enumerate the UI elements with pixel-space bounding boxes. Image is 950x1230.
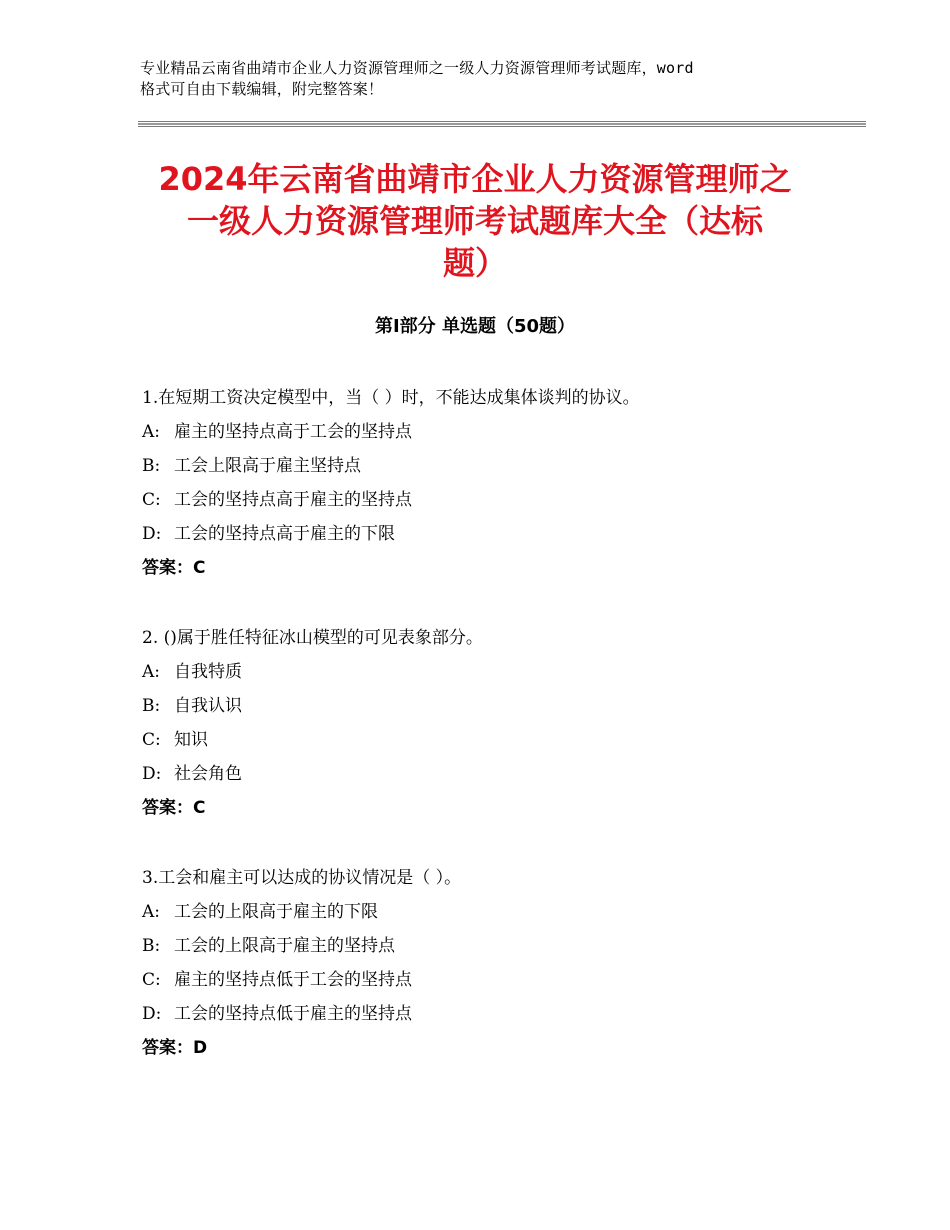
- header-note-line-1: 专业精品云南省曲靖市企业人力资源管理师之一级人力资源管理师考试题库，word: [140, 59, 694, 77]
- option-letter: C:: [142, 730, 161, 750]
- option-letter: C:: [142, 970, 161, 990]
- option-letter: B:: [142, 456, 161, 476]
- option-a: [142, 895, 842, 929]
- question-stem: 2. ()属于胜任特征冰山模型的可见表象部分。: [142, 628, 483, 648]
- option-a: [142, 655, 842, 689]
- header-divider: [138, 121, 866, 127]
- question-stem: 3.工会和雇主可以达成的协议情况是（ ）。: [142, 868, 462, 888]
- option-c: [142, 483, 842, 517]
- header-note-line-2: 格式可自由下载编辑，附完整答案！: [140, 80, 384, 98]
- option-text: 工会的坚持点高于雇主的下限: [174, 524, 395, 544]
- title-line-2: 一级人力资源管理师考试题库大全（达标: [186, 202, 763, 240]
- answer-label: 答案：C: [142, 558, 206, 578]
- question-3: [142, 861, 842, 1065]
- option-d: [142, 997, 842, 1031]
- option-text: 雇主的坚持点低于工会的坚持点: [174, 970, 412, 990]
- title-line-1: 2024年云南省曲靖市企业人力资源管理师之: [158, 160, 792, 198]
- option-text: 社会角色: [174, 764, 242, 784]
- option-letter: C:: [142, 490, 161, 510]
- option-text: 工会的上限高于雇主的下限: [174, 902, 378, 922]
- option-text: 工会的上限高于雇主的坚持点: [174, 936, 395, 956]
- option-text: 自我特质: [174, 662, 242, 682]
- option-d: [142, 757, 842, 791]
- option-b: [142, 449, 842, 483]
- answer-label: 答案：C: [142, 798, 206, 818]
- option-a: [142, 415, 842, 449]
- title-line-3: 题）: [442, 244, 507, 282]
- option-c: [142, 963, 842, 997]
- question-stem: 1.在短期工资决定模型中，当（ ）时，不能达成集体谈判的协议。: [142, 388, 640, 408]
- option-text: 工会上限高于雇主坚持点: [174, 456, 361, 476]
- option-letter: B:: [142, 696, 161, 716]
- option-letter: A:: [142, 662, 161, 682]
- question-2: [142, 621, 842, 825]
- option-b: [142, 929, 842, 963]
- option-c: [142, 723, 842, 757]
- option-letter: B:: [142, 936, 161, 956]
- option-d: [142, 517, 842, 551]
- answer-label: 答案：D: [142, 1038, 208, 1058]
- option-text: 自我认识: [174, 696, 242, 716]
- option-text: 雇主的坚持点高于工会的坚持点: [174, 422, 412, 442]
- document-title: [130, 158, 820, 284]
- question-list: [142, 381, 842, 1101]
- option-letter: D:: [142, 1004, 162, 1024]
- option-letter: A:: [142, 902, 161, 922]
- document-header-note: [140, 58, 830, 100]
- header-divider-inner: [138, 123, 866, 125]
- option-text: 工会的坚持点低于雇主的坚持点: [174, 1004, 412, 1024]
- option-letter: D:: [142, 524, 162, 544]
- option-text: 知识: [174, 730, 208, 750]
- option-letter: A:: [142, 422, 161, 442]
- option-b: [142, 689, 842, 723]
- option-text: 工会的坚持点高于雇主的坚持点: [174, 490, 412, 510]
- question-1: [142, 381, 842, 585]
- option-letter: D:: [142, 764, 162, 784]
- section-heading: 第Ⅰ部分 单选题（50题）: [374, 316, 575, 337]
